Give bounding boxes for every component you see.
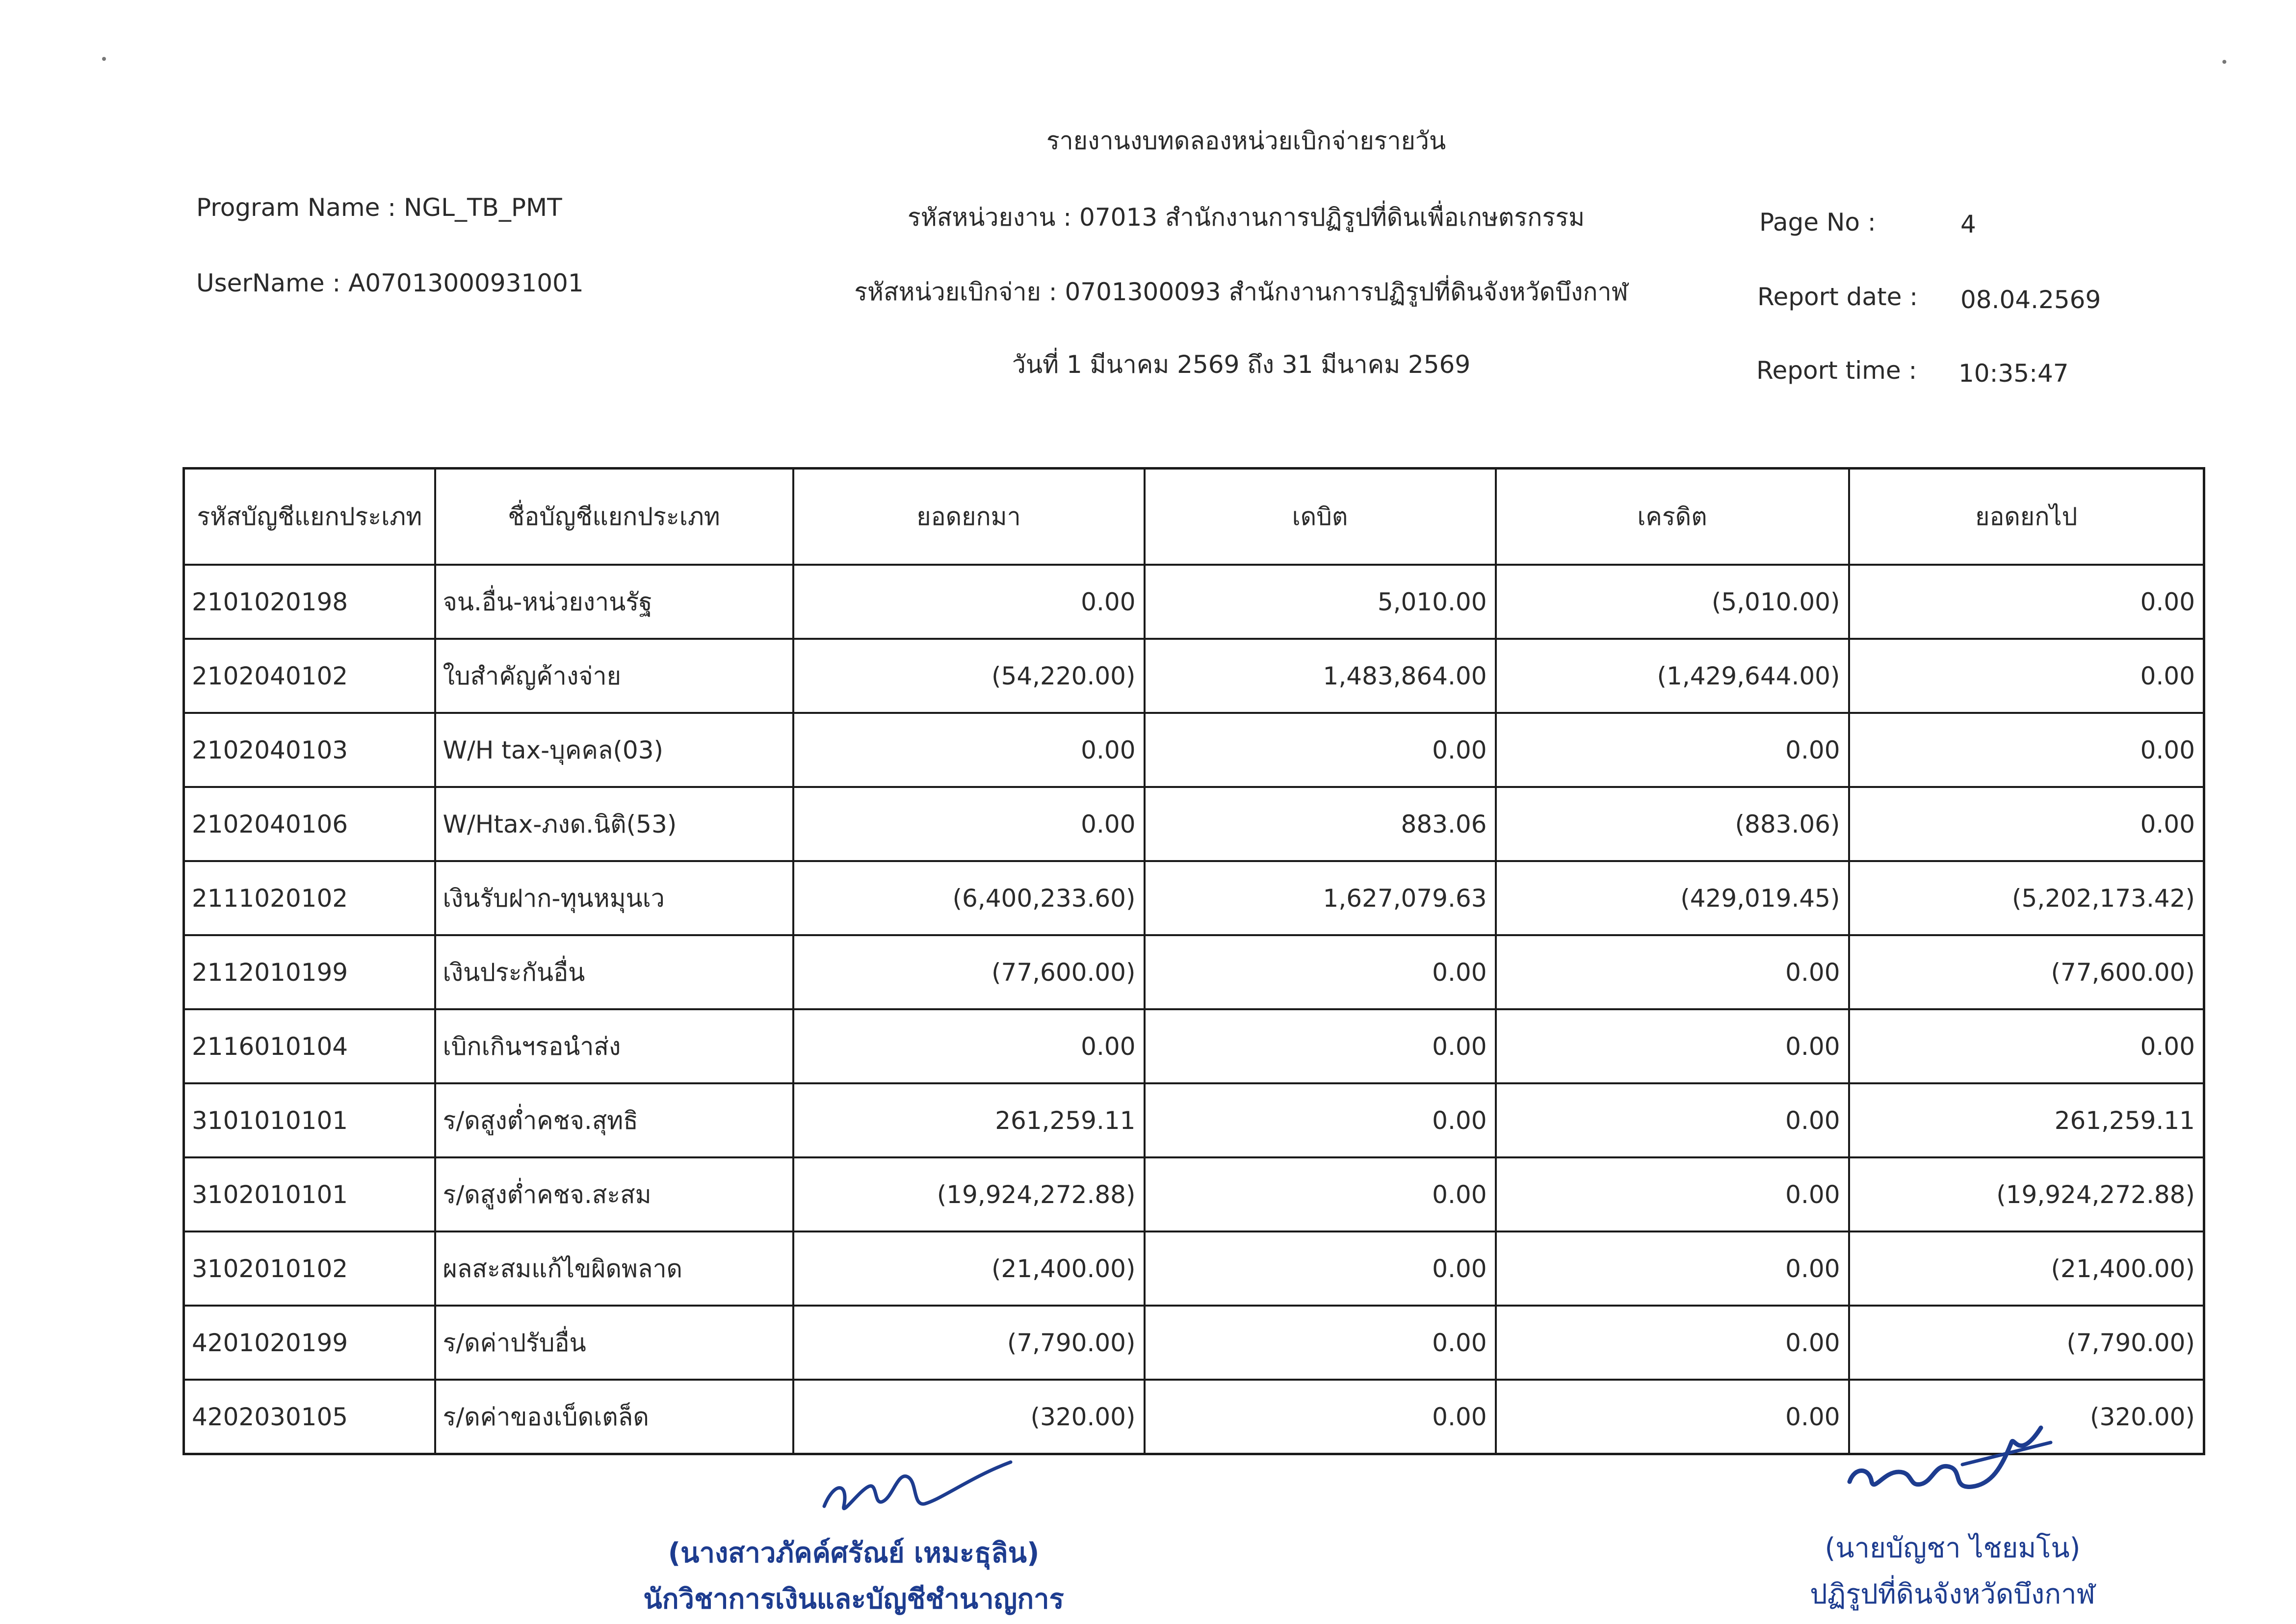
opening-balance-cell: (54,220.00) [793,639,1145,713]
program-name: Program Name : NGL_TB_PMT [196,193,562,222]
closing-balance-cell: (77,600.00) [1849,935,2204,1009]
opening-balance-cell: 0.00 [793,565,1145,639]
right-signatory-name: (นายบัญชา ไชยมโน) [1825,1532,2081,1564]
report-title: รายงานงบทดลองหน่วยเบิกจ่ายรายวัน [1046,127,1446,155]
account-code-cell: 2112010199 [184,935,435,1009]
debit-cell: 0.00 [1145,1009,1496,1083]
account-code-cell: 3101010101 [184,1083,435,1157]
credit-cell: 0.00 [1496,1231,1849,1306]
closing-balance-cell: (7,790.00) [1849,1306,2204,1380]
scan-speck [2222,60,2226,64]
closing-balance-cell: 261,259.11 [1849,1083,2204,1157]
debit-cell: 0.00 [1145,1306,1496,1380]
account-code-cell: 2116010104 [184,1009,435,1083]
column-header-opening-balance: ยอดยกมา [793,469,1145,565]
credit-cell: 0.00 [1496,1306,1849,1380]
account-name-cell: เบิกเกินฯรอนำส่ง [435,1009,793,1083]
table-header-row [184,469,2204,565]
account-name-cell: ร/ดค่าปรับอื่น [435,1306,793,1380]
closing-balance-cell: 0.00 [1849,787,2204,861]
closing-balance-cell: (21,400.00) [1849,1231,2204,1306]
opening-balance-cell: (320.00) [793,1380,1145,1454]
closing-balance-cell: (320.00) [1849,1380,2204,1454]
column-header-debit: เดบิต [1145,469,1496,565]
credit-cell: (5,010.00) [1496,565,1849,639]
credit-cell: 0.00 [1496,713,1849,787]
credit-cell: 0.00 [1496,1380,1849,1454]
table-row [184,935,2204,1009]
opening-balance-cell: 261,259.11 [793,1083,1145,1157]
account-name-cell: ร/ดสูงต่ำคชจ.สุทธิ [435,1083,793,1157]
account-name-cell: W/Htax-ภงด.นิติ(53) [435,787,793,861]
opening-balance-cell: (6,400,233.60) [793,861,1145,935]
account-name-cell: เงินรับฝาก-ทุนหมุนเว [435,861,793,935]
page-no-label: Page No : [1759,208,1876,236]
debit-cell: 0.00 [1145,1157,1496,1231]
account-code-cell: 3102010102 [184,1231,435,1306]
trial-balance-table [183,467,2205,1455]
page-no-value: 4 [1960,210,1976,238]
account-code-cell: 2102040103 [184,713,435,787]
report-date-value: 08.04.2569 [1960,286,2101,314]
credit-cell: (429,019.45) [1496,861,1849,935]
opening-balance-cell: 0.00 [793,1009,1145,1083]
account-code-cell: 2102040106 [184,787,435,861]
opening-balance-cell: 0.00 [793,713,1145,787]
opening-balance-cell: (77,600.00) [793,935,1145,1009]
account-code-cell: 3102010101 [184,1157,435,1231]
disbursement-unit-line: รหัสหน่วยเบิกจ่าย : 0701300093 สำนักงานการปฏิรูปที่ดินจังหวัดบึงกาฬ [854,278,1628,306]
table-row [184,1157,2204,1231]
account-name-cell: ร/ดค่าของเบ็ดเตล็ด [435,1380,793,1454]
account-name-cell: W/H tax-บุคคล(03) [435,713,793,787]
table-row [184,1009,2204,1083]
credit-cell: 0.00 [1496,1083,1849,1157]
debit-cell: 5,010.00 [1145,565,1496,639]
column-header-account-name: ชื่อบัญชีแยกประเภท [435,469,793,565]
table-row [184,861,2204,935]
table-row [184,787,2204,861]
credit-cell: (1,429,644.00) [1496,639,1849,713]
opening-balance-cell: (19,924,272.88) [793,1157,1145,1231]
opening-balance-cell: 0.00 [793,787,1145,861]
date-range-line: วันที่ 1 มีนาคม 2569 ถึง 31 มีนาคม 2569 [1012,350,1471,379]
closing-balance-cell: 0.00 [1849,713,2204,787]
account-code-cell: 2111020102 [184,861,435,935]
closing-balance-cell: 0.00 [1849,639,2204,713]
opening-balance-cell: (7,790.00) [793,1306,1145,1380]
table-row [184,1306,2204,1380]
closing-balance-cell: (5,202,173.42) [1849,861,2204,935]
debit-cell: 1,483,864.00 [1145,639,1496,713]
account-code-cell: 2102040102 [184,639,435,713]
left-signatory-name: (นางสาวภัคค์ศรัณย์ เหมะธุลิน) [668,1537,1040,1569]
column-header-account-code: รหัสบัญชีแยกประเภท [184,469,435,565]
closing-balance-cell: 0.00 [1849,1009,2204,1083]
account-name-cell: เงินประกันอื่น [435,935,793,1009]
right-signatory-position: ปฏิรูปที่ดินจังหวัดบึงกาฬ [1810,1578,2095,1610]
account-name-cell: จน.อื่น-หน่วยงานรัฐ [435,565,793,639]
column-header-credit: เครดิต [1496,469,1849,565]
account-name-cell: ร/ดสูงต่ำคชจ.สะสม [435,1157,793,1231]
debit-cell: 883.06 [1145,787,1496,861]
debit-cell: 0.00 [1145,1083,1496,1157]
closing-balance-cell: 0.00 [1849,565,2204,639]
table-row [184,1083,2204,1157]
account-code-cell: 4201020199 [184,1306,435,1380]
left-signatory-position: นักวิชาการเงินและบัญชีชำนาญการ [643,1583,1064,1615]
account-name-cell: ผลสะสมแก้ไขผิดพลาด [435,1231,793,1306]
table-row [184,713,2204,787]
account-name-cell: ใบสำคัญค้างจ่าย [435,639,793,713]
account-code-cell: 2101020198 [184,565,435,639]
left-signature-mark [814,1452,1020,1531]
debit-cell: 0.00 [1145,1380,1496,1454]
opening-balance-cell: (21,400.00) [793,1231,1145,1306]
scan-speck [102,57,106,61]
credit-cell: 0.00 [1496,935,1849,1009]
debit-cell: 0.00 [1145,935,1496,1009]
debit-cell: 1,627,079.63 [1145,861,1496,935]
debit-cell: 0.00 [1145,713,1496,787]
table-row [184,639,2204,713]
report-time-label: Report time : [1756,356,1917,385]
closing-balance-cell: (19,924,272.88) [1849,1157,2204,1231]
table-row [184,1231,2204,1306]
report-time-value: 10:35:47 [1958,359,2069,388]
username: UserName : A07013000931001 [196,269,584,297]
column-header-closing-balance: ยอดยกไป [1849,469,2204,565]
agency-line: รหัสหน่วยงาน : 07013 สำนักงานการปฏิรูปที่ดินเพื่อเกษตรกรรม [907,203,1585,232]
account-code-cell: 4202030105 [184,1380,435,1454]
table-row [184,565,2204,639]
credit-cell: 0.00 [1496,1009,1849,1083]
right-signature-mark [1835,1413,2070,1511]
credit-cell: 0.00 [1496,1157,1849,1231]
report-date-label: Report date : [1757,283,1918,311]
credit-cell: (883.06) [1496,787,1849,861]
debit-cell: 0.00 [1145,1231,1496,1306]
